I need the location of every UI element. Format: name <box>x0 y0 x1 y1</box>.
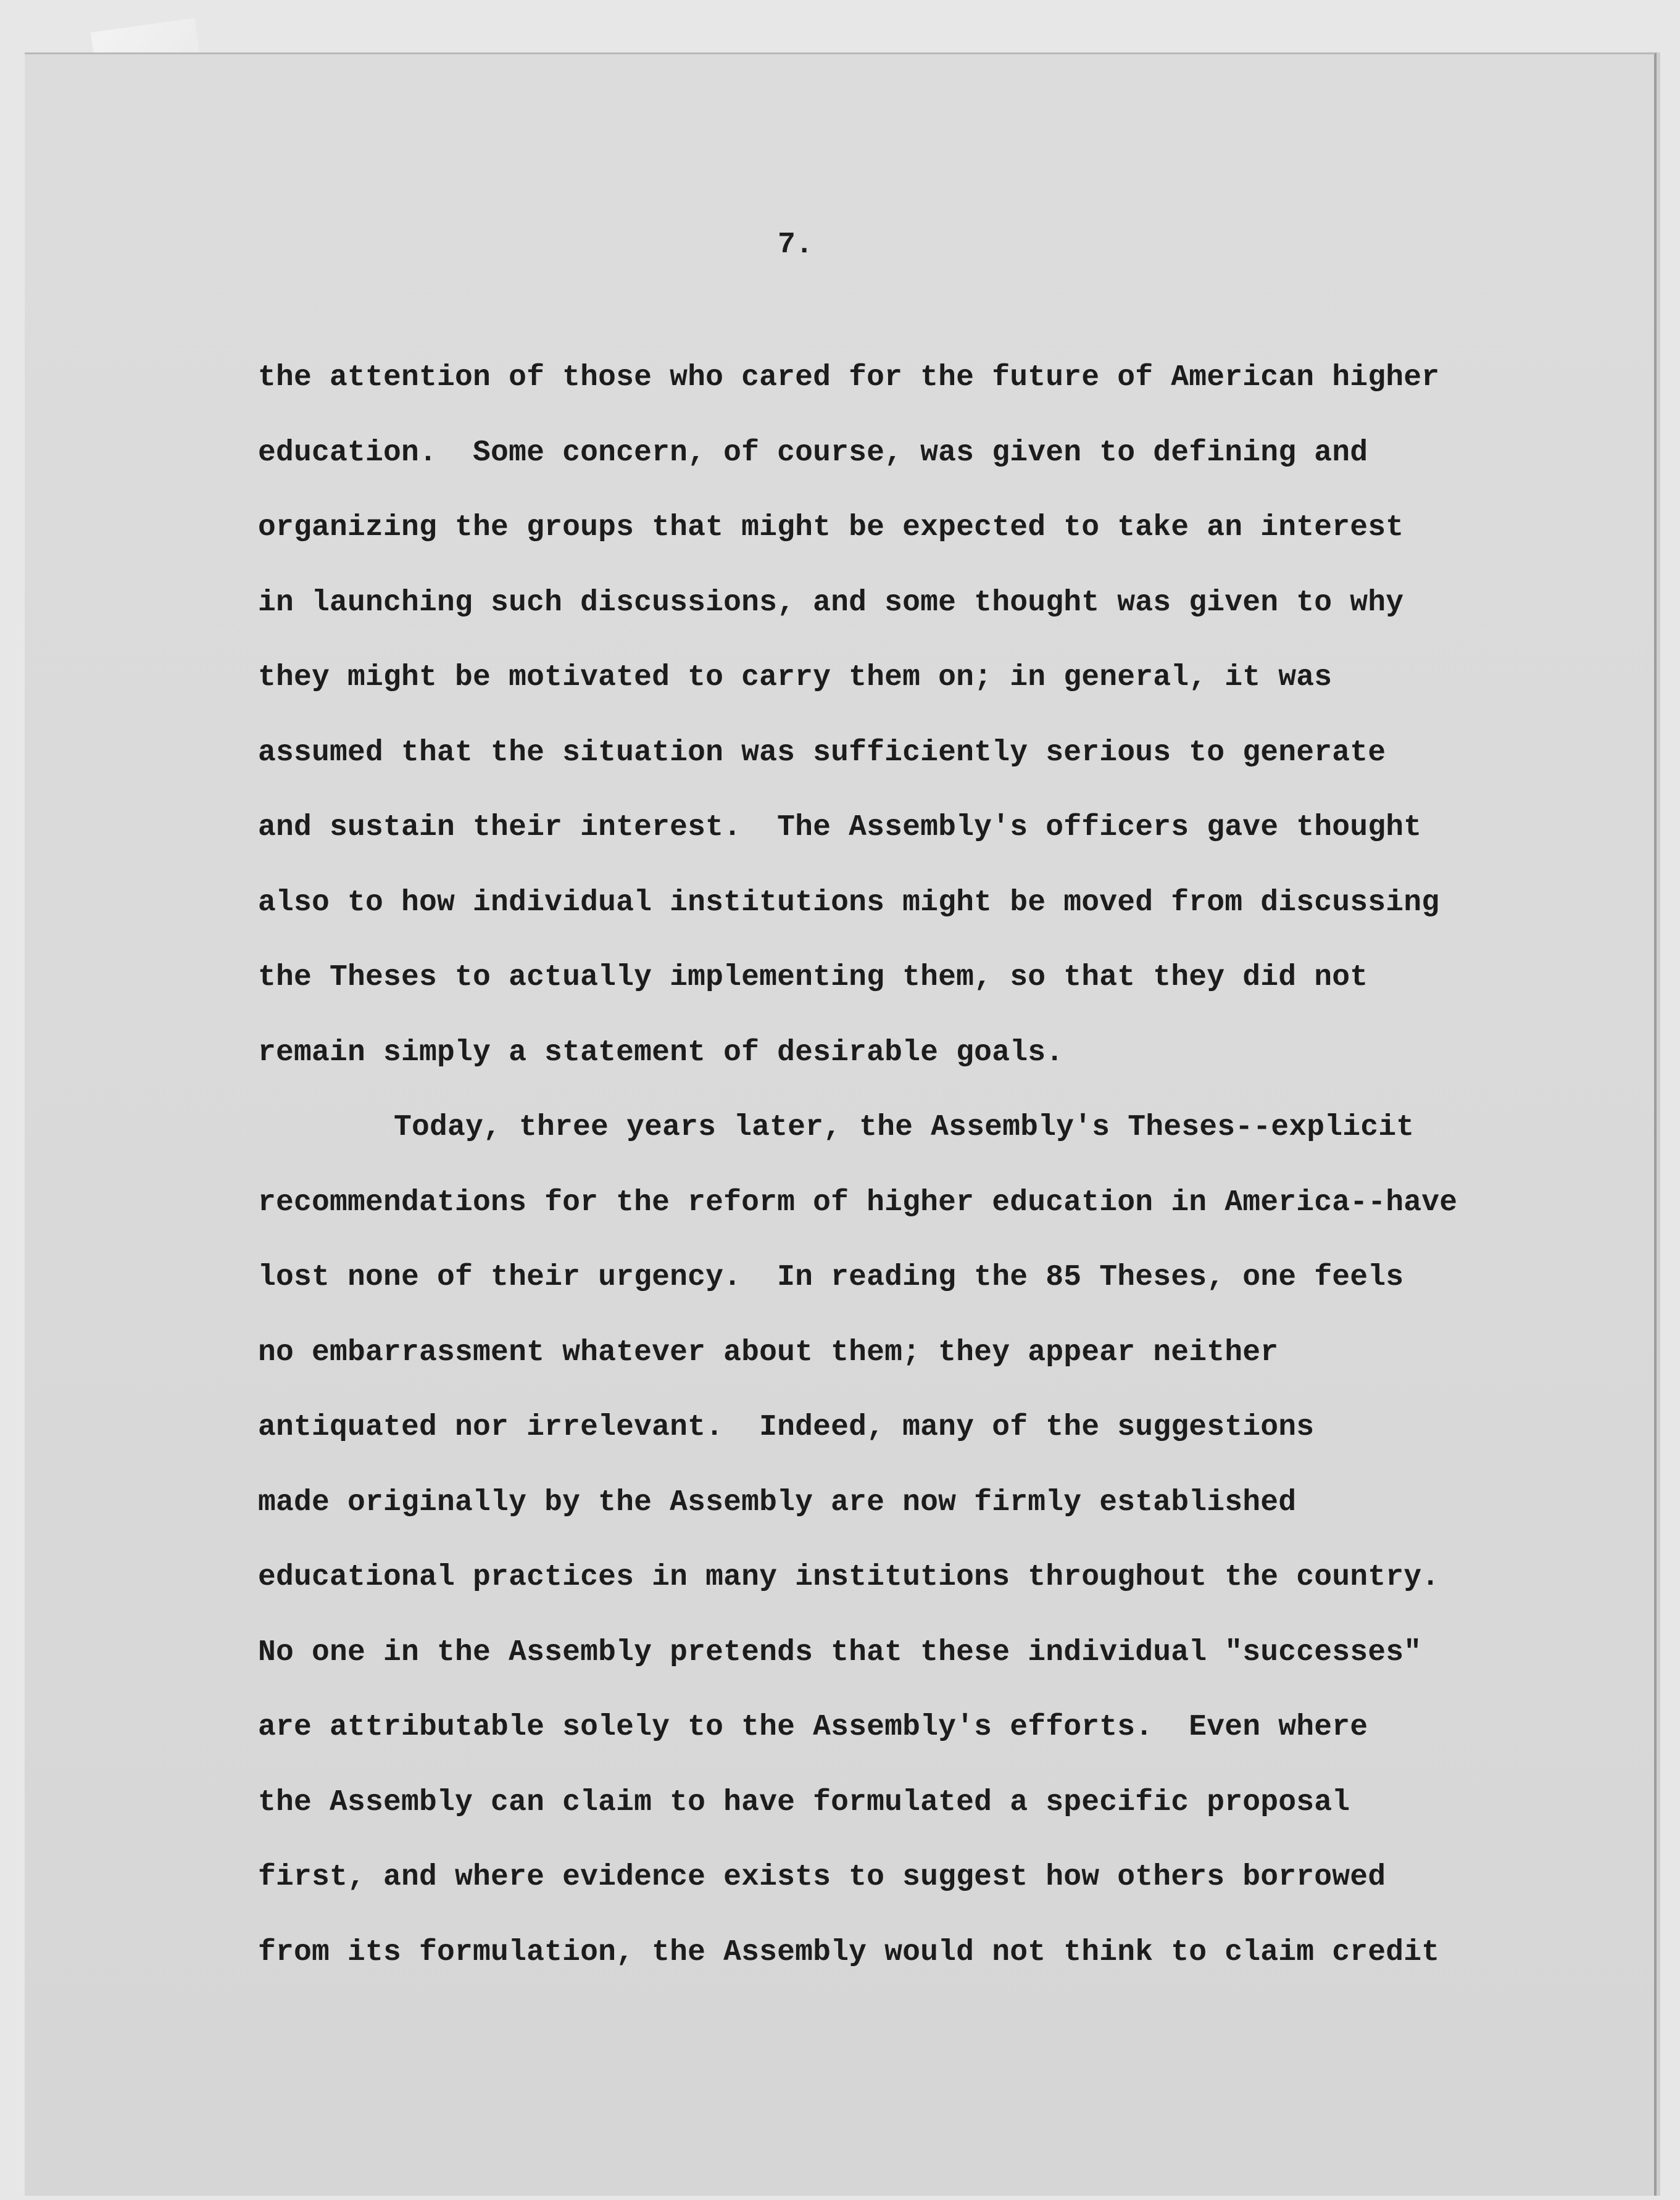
text-line: organizing the groups that might be expected to take an interest <box>258 511 1404 544</box>
text-line: made originally by the Assembly are now firmly established <box>258 1485 1297 1519</box>
text-line: they might be motivated to carry them on; in general, it was <box>258 661 1333 694</box>
text-line: educational practices in many institutions throughout the country. <box>258 1561 1440 1594</box>
text-line: the Assembly can claim to have formulated a specific proposal <box>258 1785 1350 1819</box>
text-line: education. Some concern, of course, was given to defining and <box>258 436 1368 470</box>
page-number: 7. <box>778 228 813 262</box>
text-line: antiquated nor irrelevant. Indeed, many of the suggestions <box>258 1411 1315 1444</box>
text-line: and sustain their interest. The Assembly's officers gave thought <box>258 811 1422 844</box>
text-line: first, and where evidence exists to suggest how others borrowed <box>258 1861 1386 1894</box>
text-line: the attention of those who cared for the future of American higher <box>258 361 1440 394</box>
text-line: in launching such discussions, and some thought was given to why <box>258 586 1404 620</box>
text-line: lost none of their urgency. In reading the 85 Theses, one feels <box>258 1261 1404 1294</box>
text-line: also to how individual institutions might be moved from discussing <box>258 886 1440 919</box>
text-line: recommendations for the reform of higher education in America--have <box>258 1185 1458 1219</box>
text-line: from its formulation, the Assembly would not think to claim credit <box>258 1935 1440 1969</box>
body-text <box>258 361 1640 2011</box>
text-line: no embarrassment whatever about them; they appear neither <box>258 1335 1279 1369</box>
text-line: No one in the Assembly pretends that these individual "successes" <box>258 1635 1422 1669</box>
text-line: the Theses to actually implementing them, so that they did not <box>258 961 1368 994</box>
text-line: are attributable solely to the Assembly's efforts. Even where <box>258 1711 1368 1744</box>
text-line: assumed that the situation was sufficiently serious to generate <box>258 736 1386 770</box>
paragraph-start-line: Today, three years later, the Assembly's Theses--explicit <box>394 1111 1415 1144</box>
text-line: remain simply a statement of desirable goals. <box>258 1036 1064 1069</box>
